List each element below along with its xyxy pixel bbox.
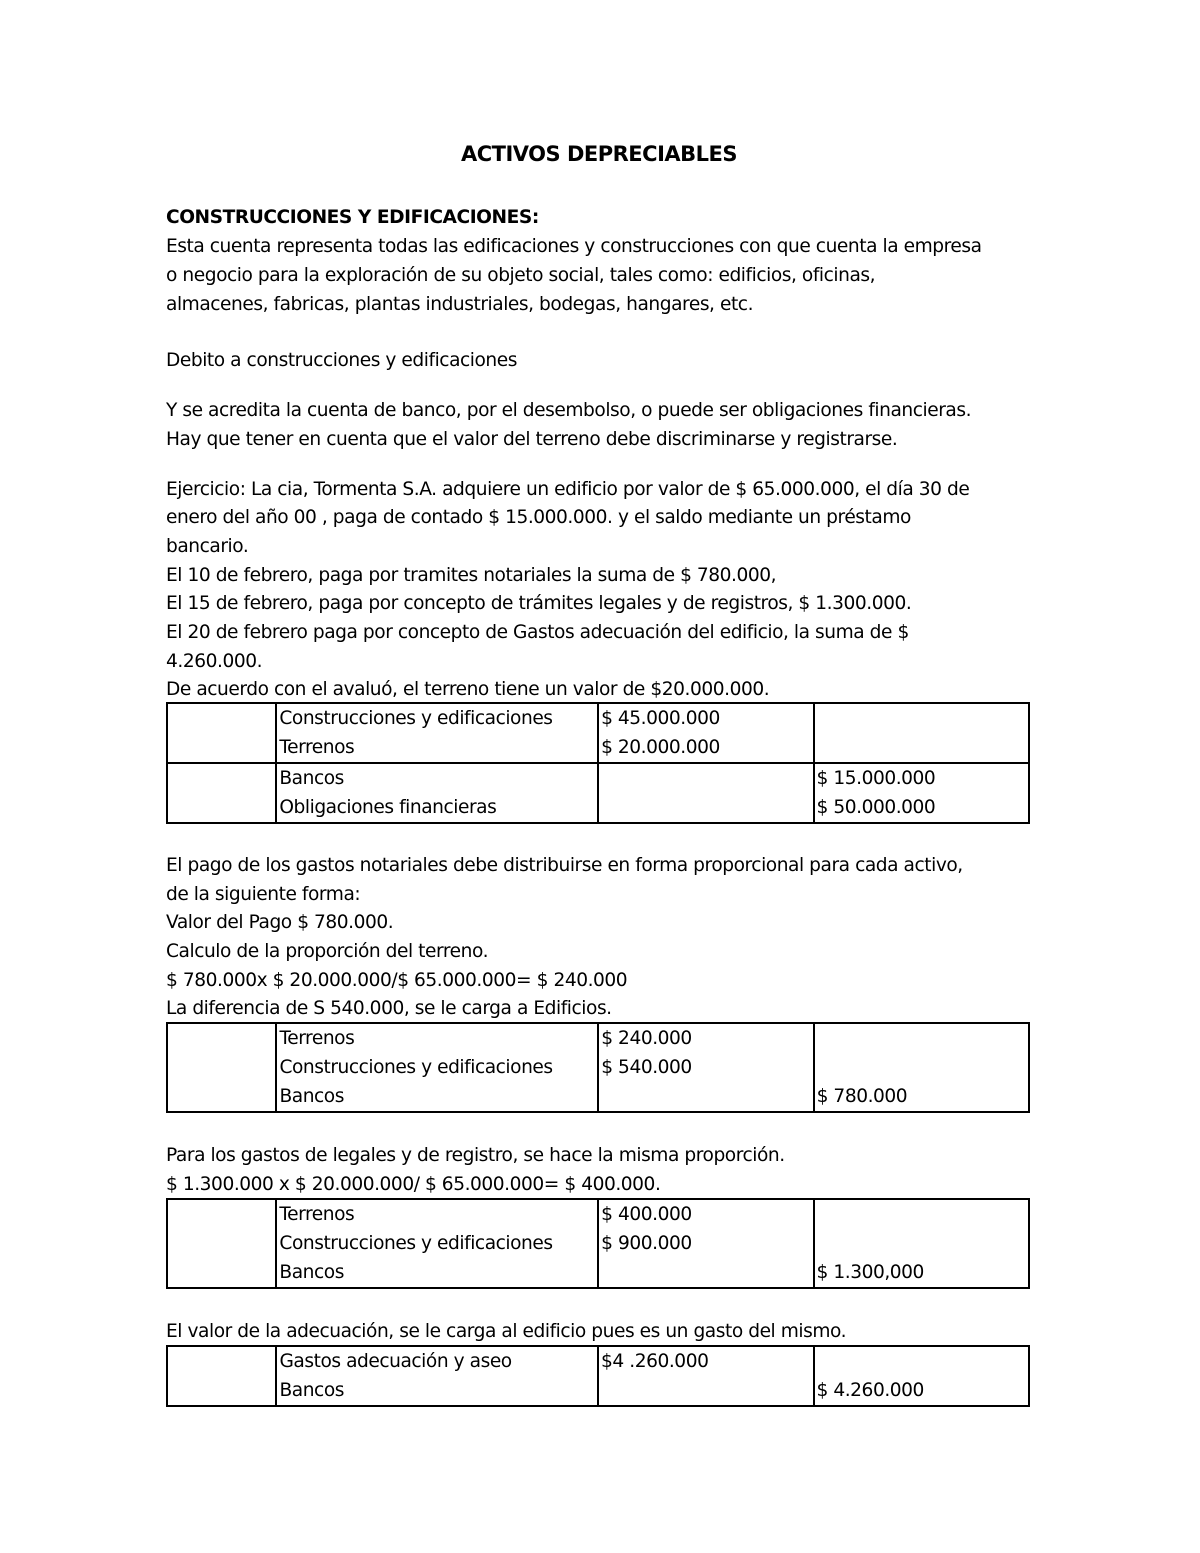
credit-cell (814, 703, 1029, 763)
notarial-line: La diferencia de S 540.000, se le carga a Edificios. (166, 998, 612, 1019)
account-cell (276, 1346, 598, 1406)
exercise-line: Ejercicio: La cia, Tormenta S.A. adquiere un edificio por valor de $ 65.000.000, el día 30 de (166, 479, 970, 500)
notarial-line: El pago de los gastos notariales debe distribuirse en forma proporcional para cada activo, (166, 855, 963, 876)
exercise-line: 4.260.000. (166, 651, 263, 672)
debit-amount (601, 1376, 812, 1405)
account-name: Obligaciones financieras (279, 797, 497, 818)
intro-line: Esta cuenta representa todas las edificaciones y construcciones con que cuenta la empresa (166, 236, 982, 257)
exercise-line: El 15 de febrero, paga por concepto de trámites legales y de registros, $ 1.300.000. (166, 593, 912, 614)
credit-amount: $ 50.000.000 (816, 797, 936, 818)
table-row (167, 1023, 1029, 1112)
table-row (167, 703, 1029, 763)
journal-table-notarial (166, 1022, 1030, 1113)
credit-amount (817, 1229, 1028, 1258)
credit-amount: $ 4.260.000 (816, 1380, 924, 1401)
intro-line: almacenes, fabricas, plantas industriales, bodegas, hangares, etc. (166, 294, 754, 315)
account-name: Construcciones y edificaciones (279, 1233, 553, 1254)
account-name: Terrenos (279, 1028, 355, 1049)
notarial-line: $ 780.000x $ 20.000.000/$ 65.000.000= $ 240.000 (166, 970, 628, 991)
credit-cell (814, 1023, 1029, 1112)
debit-amount: $ 240.000 (601, 1028, 692, 1049)
page-title: ACTIVOS DEPRECIABLES (461, 142, 737, 166)
credit-amount: $ 1.300,000 (816, 1262, 924, 1283)
date-cell (167, 763, 276, 823)
account-name: Bancos (279, 768, 344, 789)
credit-amount (817, 1024, 1028, 1053)
debit-amount: $ 20.000.000 (601, 737, 720, 758)
table-row (167, 763, 1029, 823)
section-heading: CONSTRUCCIONES Y EDIFICACIONES: (166, 207, 539, 228)
debit-amount: $ 45.000.000 (601, 708, 720, 729)
credit-cell (814, 763, 1029, 823)
credit-amount (817, 1053, 1028, 1082)
debit-amount (601, 1082, 812, 1111)
debit-cell (598, 1199, 813, 1288)
account-cell (276, 763, 598, 823)
table-row (167, 1346, 1029, 1406)
credit-amount: $ 15.000.000 (816, 768, 936, 789)
exercise-line: El 20 de febrero paga por concepto de Gastos adecuación del edificio, la suma de $ (166, 622, 909, 643)
debit-amount (601, 1258, 812, 1287)
account-name: Terrenos (279, 1204, 355, 1225)
debit-cell (598, 703, 813, 763)
account-name: Bancos (279, 1262, 344, 1283)
credit-line: Hay que tener en cuenta que el valor del terreno debe discriminarse y registrarse. (166, 429, 898, 450)
account-name: Gastos adecuación y aseo (279, 1351, 512, 1372)
credit-cell (814, 1346, 1030, 1406)
adecuacion-line: El valor de la adecuación, se le carga al edificio pues es un gasto del mismo. (166, 1321, 847, 1342)
intro-line: o negocio para la exploración de su objeto social, tales como: edificios, oficinas, (166, 265, 876, 286)
journal-table-adecuacion (166, 1345, 1030, 1407)
account-cell (276, 1199, 598, 1288)
legal-line: $ 1.300.000 x $ 20.000.000/ $ 65.000.000= $ 400.000. (166, 1174, 661, 1195)
credit-line: Y se acredita la cuenta de banco, por el desembolso, o puede ser obligaciones financieras. (166, 400, 972, 421)
table-row (167, 1199, 1029, 1288)
account-name: Bancos (279, 1086, 344, 1107)
date-cell (167, 1199, 276, 1288)
debit-amount: $ 900.000 (601, 1233, 692, 1254)
notarial-line: Valor del Pago $ 780.000. (166, 912, 394, 933)
debit-line: Debito a construcciones y edificaciones (166, 350, 517, 371)
journal-table-legal (166, 1198, 1030, 1289)
notarial-line: de la siguiente forma: (166, 884, 361, 905)
debit-amount: $ 400.000 (601, 1204, 692, 1225)
journal-table-purchase (166, 702, 1030, 824)
credit-amount: $ 780.000 (816, 1086, 908, 1107)
credit-amount (817, 1347, 1029, 1376)
account-name: Construcciones y edificaciones (279, 708, 553, 729)
debit-cell (598, 1023, 813, 1112)
exercise-line: El 10 de febrero, paga por tramites notariales la suma de $ 780.000, (166, 565, 777, 586)
notarial-line: Calculo de la proporción del terreno. (166, 941, 489, 962)
account-name: Bancos (279, 1380, 344, 1401)
account-name: Terrenos (279, 737, 355, 758)
debit-amount: $ 540.000 (601, 1057, 692, 1078)
exercise-line: enero del año 00 , paga de contado $ 15.000.000. y el saldo mediante un préstamo (166, 507, 911, 528)
date-cell (167, 1346, 276, 1406)
date-cell (167, 1023, 276, 1112)
account-name: Construcciones y edificaciones (279, 1057, 553, 1078)
debit-cell (598, 1346, 813, 1406)
date-cell (167, 703, 276, 763)
credit-amount (817, 1200, 1028, 1229)
legal-line: Para los gastos de legales y de registro, se hace la misma proporción. (166, 1145, 785, 1166)
account-cell (276, 703, 598, 763)
account-cell (276, 1023, 598, 1112)
exercise-line: bancario. (166, 536, 249, 557)
debit-cell (598, 763, 813, 823)
credit-cell (814, 1199, 1029, 1288)
debit-amount: $4 .260.000 (601, 1351, 709, 1372)
exercise-line: De acuerdo con el avaluó, el terreno tiene un valor de $20.000.000. (166, 679, 770, 700)
